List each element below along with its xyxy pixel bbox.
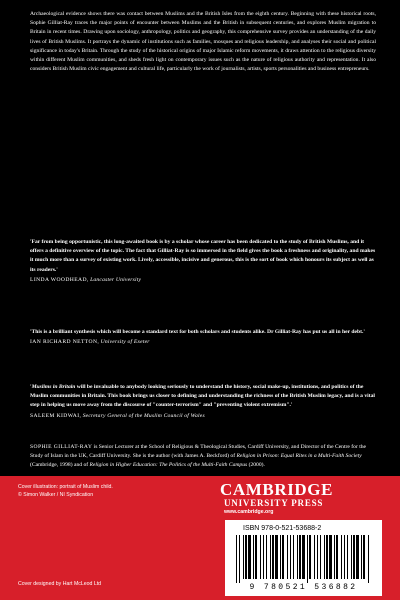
reviewer-affiliation: University of Exeter (100, 339, 150, 346)
reviewer-affiliation: Lancaster University (90, 276, 142, 283)
review-attribution: SALEEM KIDWAI, Secretary General of the Muslim Council of Wales (30, 412, 205, 419)
book-blurb: Archaeological evidence shows there was contact between Muslims and the British Isles from the eighth century. Beginning with these historical roots, Sophie Gilliat-Ray traces the major points of encounter between Muslims and the British in subsequent centuries, and explores Muslim migration to Britain in recent times. Drawing upon sociology, anthropology, politics and geography, this comprehensive survey provides an understanding of the daily lives of British Muslims. It portrays the dynamic of institutions such as families, mosques and religious leadership, and analyses their social and political significance in today's Britain. Through the study of the historical origins of major Islamic reform movements, it draws attention to the religious diversity within different Muslim communities, and sheds fresh light on contemporary issues such as the nature of religious authority and representation. It also considers British Muslim civic engagement and cultural life, particularly the work of journalists, artists, sports personalities and business entrepreneurs. (30, 11, 376, 73)
reviewer-name: LINDA WOODHEAD (30, 276, 87, 283)
reviewer-name: IAN RICHARD NETTON (30, 339, 98, 346)
cover-design-credit: Cover designed by Hart McLeod Ltd (18, 581, 102, 587)
isbn-barcode (225, 520, 382, 596)
review-attribution: LINDA WOODHEAD, Lancaster University (30, 276, 142, 283)
barcode-icon (234, 535, 374, 583)
review-quote-body: will be invaluable to anybody looking seriously to understand the history, social make-up, institutions, and politics of the Muslim communities in Britain. This book brings us closer to defining and understanding the richness of the British Muslim legacy, and is a vital step in helping us move away from the discourse of "counter-terrorism" and "preventing violent extremism".' (30, 384, 375, 409)
author-name: SOPHIE GILLIAT-RAY (30, 444, 93, 450)
publisher-name-line2: UNIVERSITY PRESS (224, 498, 324, 508)
publisher-website: www.cambridge.org (224, 509, 274, 515)
review-quote-text: 'Far from being opportunistic, this long-awaited book is by a scholar whose career has been dedicated to the study of British Muslims, and it offers a definitive overview of the topic. The fact that Gilliat-Ray is so immersed in the field gives the book a freshness and originality, and makes it much more than a survey of existing work. Lively, accessible, incisive and generous, this is the sort of book which honours its subject as well as its readers.' (30, 239, 376, 273)
bio-text: (2000). (247, 462, 265, 469)
review-quote-1 (30, 238, 376, 285)
publisher-band (0, 476, 400, 600)
publisher-name-line1: CAMBRIDGE (220, 480, 334, 499)
publisher-logo (220, 481, 380, 516)
author-bio (30, 443, 376, 471)
review-quote-2 (30, 328, 376, 347)
bio-text: is Senior Lecturer at the School of Religious & Theological Studies, Cardiff University, and Director of the Centre for the Study of Islam in the UK, Cardiff University. She is the author (with James A. Beckford) of (30, 444, 367, 460)
bio-book-title-1: Religion in Prison: Equal Rites in a Multi-Faith Society (236, 453, 362, 460)
cover-credit-line: © Simon Walker / NI Syndication (18, 492, 94, 498)
barcode-digits: 9 780521 536882 (249, 583, 358, 592)
reviewer-name: SALEEM KIDWAI (30, 412, 80, 419)
bio-text: (Cambridge, 1998) and of (30, 462, 90, 469)
review-quote-3 (30, 383, 376, 421)
bio-book-title-2: Religion in Higher Education: The Politics of the Multi-Faith Campus (89, 462, 248, 469)
isbn-number: ISBN 978-0-521-53688-2 (243, 525, 322, 532)
cover-illustration-credit (18, 483, 113, 499)
quoted-book-title: Muslims in Britain (31, 384, 76, 390)
cover-credit-line: Cover illustration: portrait of Muslim child. (18, 484, 113, 490)
review-attribution: IAN RICHARD NETTON, University of Exeter (30, 339, 150, 346)
reviewer-affiliation: Secretary General of the Muslim Council of Wales (82, 412, 205, 419)
review-quote-text: 'Muslims in Britain will be invaluable to anybody looking seriously to understand the history, social make-up, institutions, and politics of the Muslim communities in Britain. This book brings us closer to defining and understanding the richness of the British Muslim legacy, and is a vital step in helping us move away from the discourse of "counter-terrorism" and "preventing violent extremism".' (30, 384, 375, 409)
review-quote-text: 'This is a brilliant synthesis which will become a standard text for both scholars and students alike. Dr Gilliat-Ray has put us all in her debt.' (30, 329, 365, 335)
